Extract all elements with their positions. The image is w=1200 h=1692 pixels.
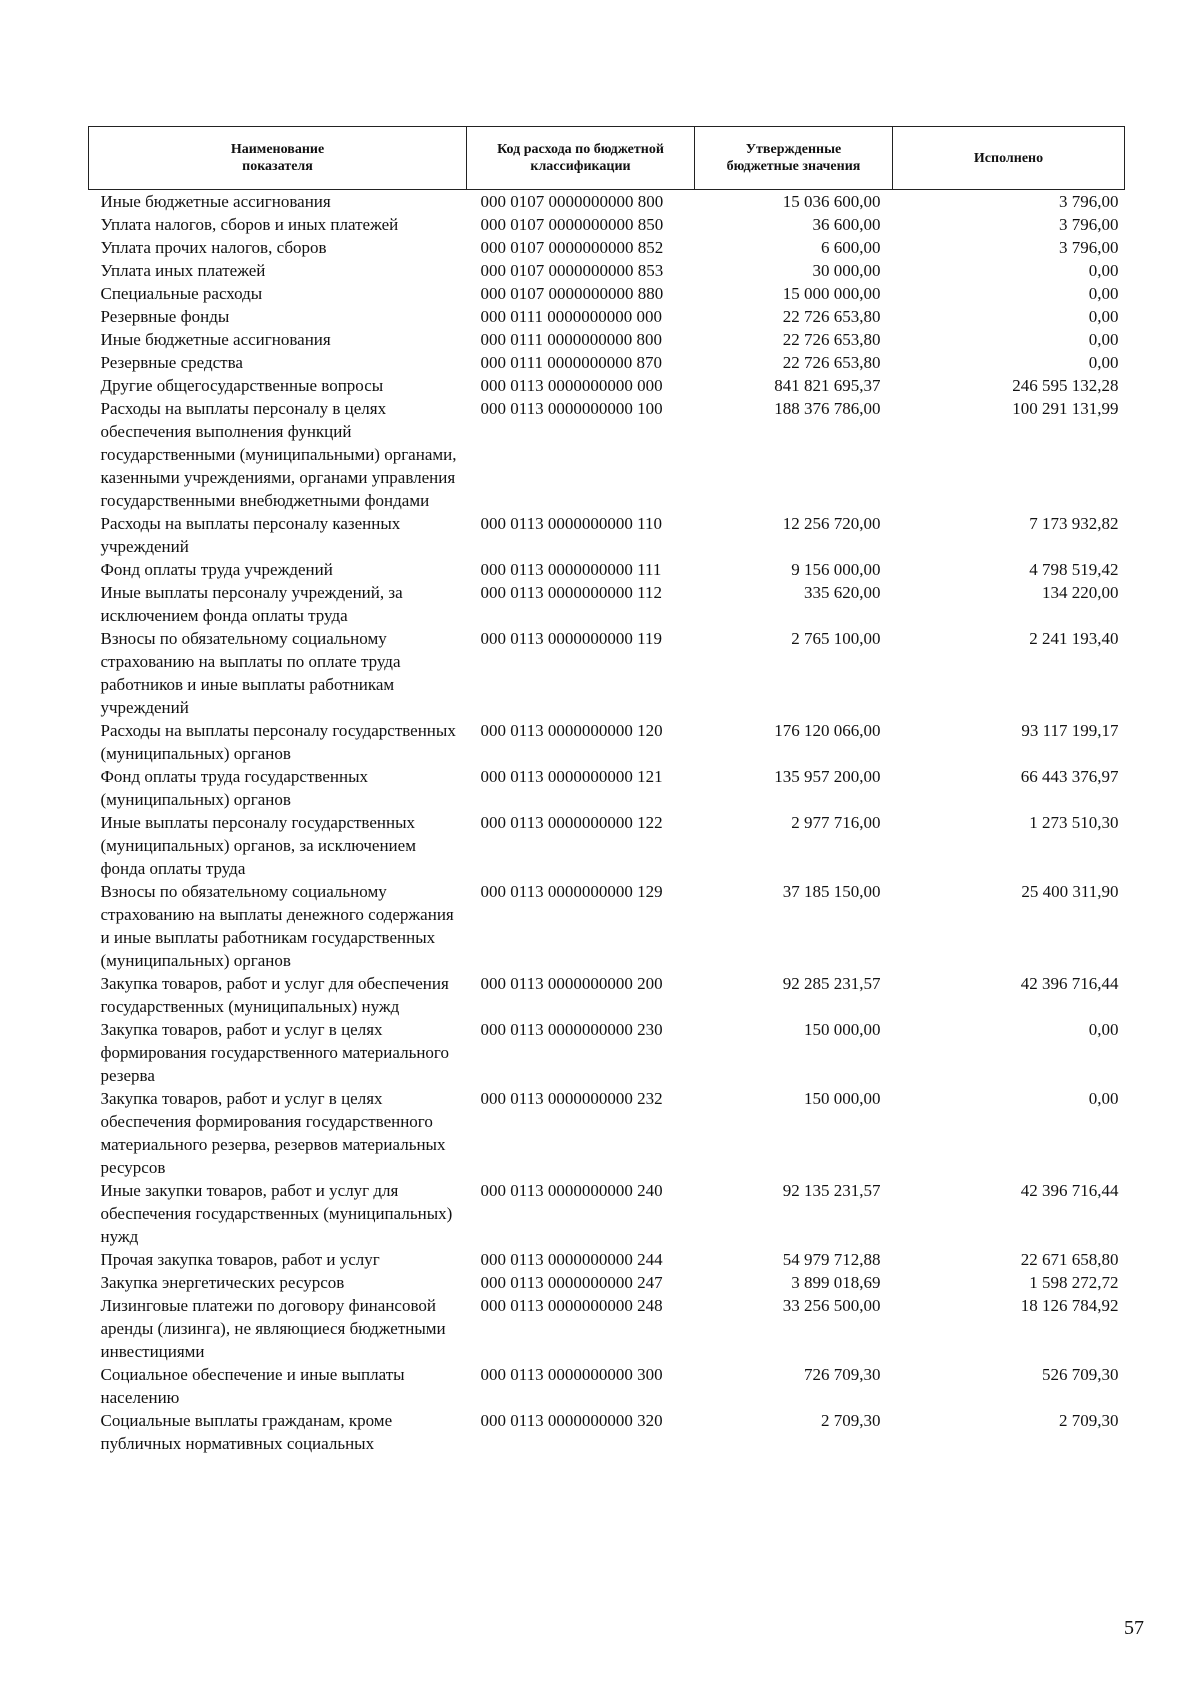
row-approved-value: 176 120 066,00: [774, 721, 881, 740]
header-executed: Исполнено: [893, 127, 1125, 190]
table-row: [89, 190, 1125, 214]
row-name: Иные выплаты персоналу учреждений, за исключением фонда оплаты труда: [100, 583, 403, 625]
table-row: [89, 328, 1125, 351]
table-row: [89, 1248, 1125, 1271]
table-row: [89, 1087, 1125, 1179]
row-executed-value: 66 443 376,97: [1020, 767, 1119, 786]
budget-execution-table: [88, 126, 1125, 1455]
row-name: Лизинговые платежи по договору финансовой аренды (лизинга), не являющиеся бюджетными инвестициями: [100, 1296, 446, 1361]
row-code: 000 0113 0000000000 240: [480, 1181, 663, 1200]
table-row: [89, 374, 1125, 397]
row-name: Фонд оплаты труда государственных (муниципальных) органов: [100, 767, 368, 809]
row-approved-value: 9 156 000,00: [791, 560, 881, 579]
row-code: 000 0113 0000000000 111: [480, 560, 662, 579]
row-name: Социальные выплаты гражданам, кроме публичных нормативных социальных: [100, 1411, 393, 1453]
row-name: Иные бюджетные ассигнования: [100, 192, 331, 211]
row-code: 000 0113 0000000000 122: [480, 813, 663, 832]
table-row: [89, 811, 1125, 880]
row-name: Другие общегосударственные вопросы: [100, 376, 384, 395]
row-name: Иные бюджетные ассигнования: [100, 330, 331, 349]
row-executed-value: 0,00: [1088, 1089, 1119, 1108]
table-row: [89, 627, 1125, 719]
row-executed-value: 25 400 311,90: [1021, 882, 1119, 901]
table-row: [89, 719, 1125, 765]
row-executed-value: 246 595 132,28: [1012, 376, 1119, 395]
row-executed-value: 100 291 131,99: [1012, 399, 1119, 418]
row-approved-value: 2 709,30: [821, 1411, 881, 1430]
row-code: 000 0107 0000000000 852: [480, 238, 664, 257]
row-approved-value: 36 600,00: [812, 215, 881, 234]
row-executed-value: 0,00: [1088, 330, 1119, 349]
row-executed-value: 1 273 510,30: [1029, 813, 1119, 832]
row-approved-value: 335 620,00: [804, 583, 881, 602]
row-approved-value: 2 765 100,00: [791, 629, 881, 648]
table-row: [89, 1018, 1125, 1087]
row-code: 000 0111 0000000000 800: [480, 330, 662, 349]
row-code: 000 0107 0000000000 850: [480, 215, 664, 234]
row-executed-value: 18 126 784,92: [1020, 1296, 1119, 1315]
row-code: 000 0113 0000000000 120: [480, 721, 663, 740]
table-row: [89, 305, 1125, 328]
row-executed-value: 2 709,30: [1059, 1411, 1119, 1430]
row-executed-value: 3 796,00: [1059, 238, 1119, 257]
row-approved-value: 12 256 720,00: [782, 514, 881, 533]
row-approved-value: 92 285 231,57: [782, 974, 881, 993]
row-approved-value: 15 000 000,00: [782, 284, 881, 303]
row-code: 000 0113 0000000000 244: [480, 1250, 663, 1269]
row-code: 000 0113 0000000000 121: [480, 767, 663, 786]
row-code: 000 0113 0000000000 110: [480, 514, 662, 533]
row-executed-value: 0,00: [1088, 1020, 1119, 1039]
header-approved-values: Утвержденные бюджетные значения: [695, 127, 893, 190]
table-row: [89, 397, 1125, 512]
row-approved-value: 3 899 018,69: [791, 1273, 881, 1292]
table-row: [89, 1363, 1125, 1409]
table-row: [89, 213, 1125, 236]
row-code: 000 0113 0000000000 119: [480, 629, 662, 648]
table-header: [89, 127, 1125, 190]
row-name: Взносы по обязательному социальному страхованию на выплаты денежного содержания и иные выплаты работникам государственных (муниципальных) органов: [100, 882, 454, 970]
row-executed-value: 7 173 932,82: [1029, 514, 1119, 533]
row-code: 000 0113 0000000000 232: [480, 1089, 663, 1108]
row-name: Специальные расходы: [100, 284, 263, 303]
row-executed-value: 22 671 658,80: [1020, 1250, 1119, 1269]
header-indicator-name: Наименование показателя: [89, 127, 467, 190]
row-approved-value: 22 726 653,80: [782, 330, 881, 349]
row-approved-value: 150 000,00: [804, 1089, 881, 1108]
table-row: [89, 351, 1125, 374]
table-row: [89, 581, 1125, 627]
row-name: Закупка товаров, работ и услуг для обеспечения государственных (муниципальных) нужд: [100, 974, 449, 1016]
row-approved-value: 6 600,00: [821, 238, 881, 257]
row-code: 000 0113 0000000000 247: [480, 1273, 663, 1292]
table-row: [89, 1271, 1125, 1294]
row-approved-value: 150 000,00: [804, 1020, 881, 1039]
row-approved-value: 726 709,30: [804, 1365, 881, 1384]
row-executed-value: 3 796,00: [1059, 192, 1119, 211]
row-name: Уплата иных платежей: [100, 261, 266, 280]
row-executed-value: 93 117 199,17: [1021, 721, 1119, 740]
row-approved-value: 33 256 500,00: [782, 1296, 881, 1315]
row-code: 000 0113 0000000000 230: [480, 1020, 663, 1039]
row-approved-value: 135 957 200,00: [774, 767, 881, 786]
row-code: 000 0113 0000000000 000: [480, 376, 663, 395]
row-approved-value: 54 979 712,88: [782, 1250, 881, 1269]
row-code: 000 0111 0000000000 000: [480, 307, 662, 326]
row-executed-value: 0,00: [1088, 353, 1119, 372]
row-name: Социальное обеспечение и иные выплаты населению: [100, 1365, 405, 1407]
row-executed-value: 4 798 519,42: [1029, 560, 1119, 579]
row-code: 000 0113 0000000000 200: [480, 974, 663, 993]
row-approved-value: 15 036 600,00: [782, 192, 881, 211]
row-executed-value: 526 709,30: [1042, 1365, 1119, 1384]
table-body: [89, 190, 1125, 1456]
row-executed-value: 0,00: [1088, 284, 1119, 303]
table-row: [89, 512, 1125, 558]
row-name: Прочая закупка товаров, работ и услуг: [100, 1250, 380, 1269]
row-approved-value: 841 821 695,37: [774, 376, 881, 395]
row-name: Уплата прочих налогов, сборов: [100, 238, 327, 257]
row-name: Закупка энергетических ресурсов: [100, 1273, 345, 1292]
row-approved-value: 22 726 653,80: [782, 307, 881, 326]
table-row: [89, 1409, 1125, 1455]
row-name: Уплата налогов, сборов и иных платежей: [100, 215, 399, 234]
row-name: Расходы на выплаты персоналу казенных учреждений: [100, 514, 401, 556]
row-name: Закупка товаров, работ и услуг в целях обеспечения формирования государственного материального резерва, резервов материальных ресурсов: [100, 1089, 446, 1177]
table-row: [89, 282, 1125, 305]
header-expense-code: Код расхода по бюджетной классификации: [467, 127, 695, 190]
row-approved-value: 22 726 653,80: [782, 353, 881, 372]
row-approved-value: 188 376 786,00: [774, 399, 881, 418]
row-executed-value: 0,00: [1088, 307, 1119, 326]
row-executed-value: 1 598 272,72: [1029, 1273, 1119, 1292]
row-code: 000 0107 0000000000 853: [480, 261, 664, 280]
row-name: Расходы на выплаты персоналу в целях обеспечения выполнения функций государственными (муниципальными) органами, казенными учреждениями, органами управления государственными внебюджетными фондами: [100, 399, 457, 510]
row-code: 000 0113 0000000000 320: [480, 1411, 663, 1430]
row-code: 000 0113 0000000000 129: [480, 882, 663, 901]
row-executed-value: 3 796,00: [1059, 215, 1119, 234]
row-name: Закупка товаров, работ и услуг в целях формирования государственного материального резерва: [100, 1020, 449, 1085]
row-executed-value: 0,00: [1088, 261, 1119, 280]
row-code: 000 0113 0000000000 300: [480, 1365, 663, 1384]
row-approved-value: 37 185 150,00: [782, 882, 881, 901]
row-name: Резервные средства: [100, 353, 243, 372]
row-name: Резервные фонды: [100, 307, 230, 326]
row-approved-value: 2 977 716,00: [791, 813, 881, 832]
table-row: [89, 1179, 1125, 1248]
row-name: Взносы по обязательному социальному страхованию на выплаты по оплате труда работников и иные выплаты работникам учреждений: [100, 629, 401, 717]
row-name: Иные выплаты персоналу государственных (муниципальных) органов, за исключением фонда оплаты труда: [100, 813, 416, 878]
table-row: [89, 558, 1125, 581]
row-name: Фонд оплаты труда учреждений: [100, 560, 333, 579]
row-code: 000 0113 0000000000 112: [480, 583, 662, 602]
row-code: 000 0107 0000000000 880: [480, 284, 664, 303]
page-number: 57: [1124, 1617, 1144, 1639]
row-approved-value: 30 000,00: [812, 261, 881, 280]
row-executed-value: 42 396 716,44: [1020, 974, 1119, 993]
table-row: [89, 972, 1125, 1018]
row-code: 000 0107 0000000000 800: [480, 192, 664, 211]
row-code: 000 0113 0000000000 100: [480, 399, 663, 418]
row-executed-value: 2 241 193,40: [1029, 629, 1119, 648]
row-executed-value: 42 396 716,44: [1020, 1181, 1119, 1200]
row-name: Иные закупки товаров, работ и услуг для обеспечения государственных (муниципальных) нужд: [100, 1181, 453, 1246]
row-code: 000 0111 0000000000 870: [480, 353, 662, 372]
row-code: 000 0113 0000000000 248: [480, 1296, 663, 1315]
table-row: [89, 1294, 1125, 1363]
row-executed-value: 134 220,00: [1042, 583, 1119, 602]
row-name: Расходы на выплаты персоналу государственных (муниципальных) органов: [100, 721, 456, 763]
table-row: [89, 880, 1125, 972]
table-row: [89, 236, 1125, 259]
table-row: [89, 259, 1125, 282]
row-approved-value: 92 135 231,57: [782, 1181, 881, 1200]
table-row: [89, 765, 1125, 811]
